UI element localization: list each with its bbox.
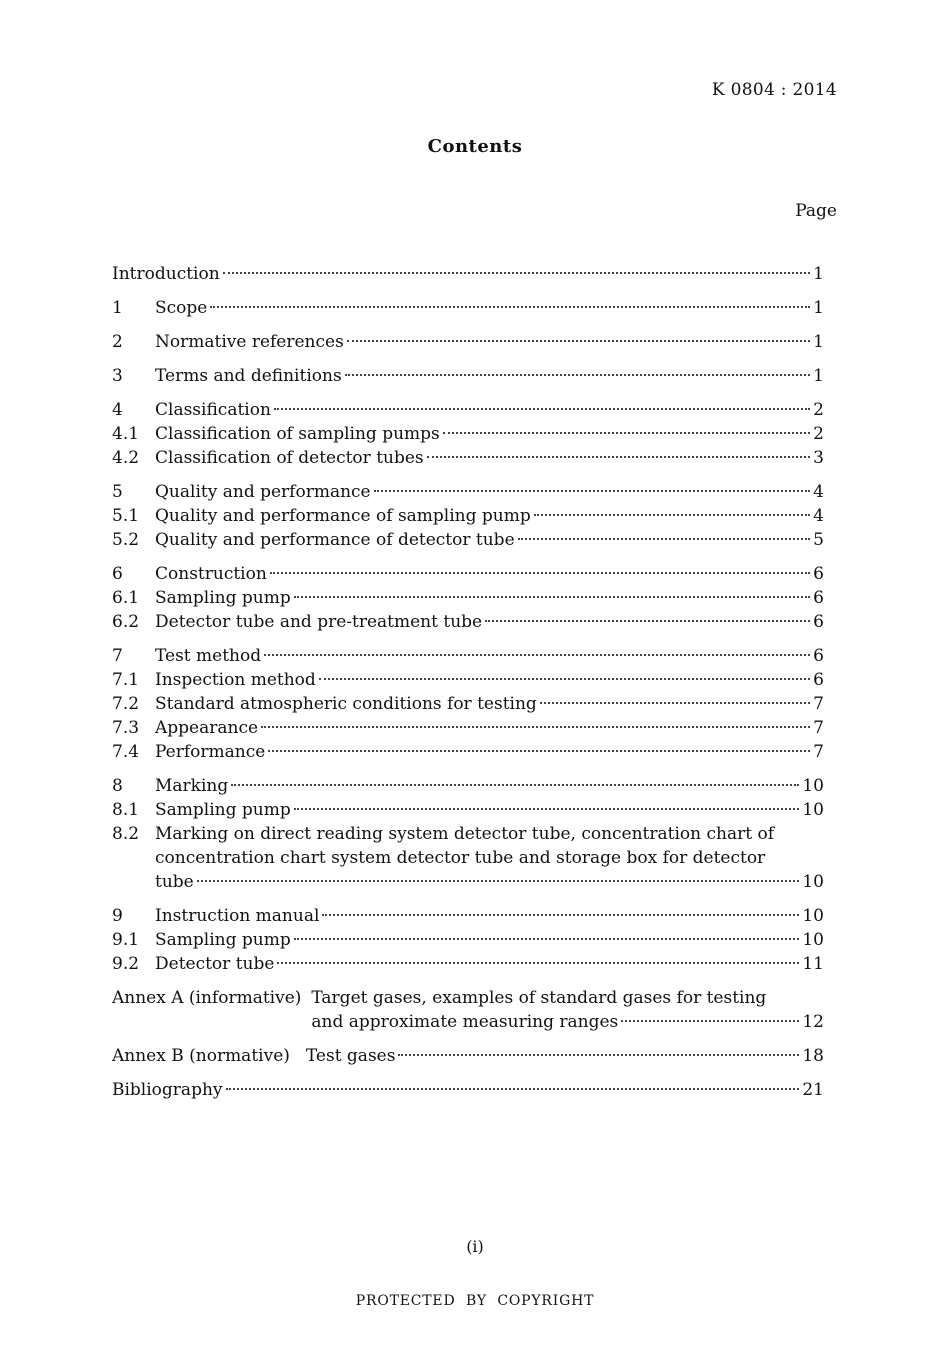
toc-entry-title-line: Marking on direct reading system detector tube, concentration chart of [155,824,774,844]
toc-entry-title: Sampling pump [155,588,291,608]
toc-entry-page: 10 [802,872,824,892]
toc-entry[interactable] [112,798,824,822]
toc-entry-title-line: tube [155,872,194,892]
toc-group-3 [112,364,824,388]
leader-dots [294,596,810,598]
toc-entry-annex-a[interactable] [112,986,824,1034]
toc-entry-title: Marking [155,776,229,796]
leader-dots [270,572,810,574]
toc-group-8 [112,774,824,894]
leader-dots [485,620,810,622]
toc-entry-page: 10 [802,906,824,926]
toc-entry-title: Quality and performance of sampling pump [155,506,531,526]
toc-entry-title: Standard atmospheric conditions for testing [155,694,537,714]
page-number: (i) [466,1237,484,1256]
toc-entry-page: 6 [813,564,824,584]
page-title: Contents [427,136,523,157]
toc-entry-number: 6.1 [112,588,140,608]
toc-entry-number: 4.2 [112,448,140,468]
leader-dots [347,340,810,342]
leader-dots [294,808,800,810]
toc-group-2 [112,330,824,354]
toc-entry-title: Detector tube [155,954,275,974]
leader-dots [534,514,810,516]
toc-entry[interactable] [112,644,824,668]
toc-entry[interactable] [112,330,824,354]
toc-group-bibliography [112,1078,824,1102]
toc-entry-number: 7.1 [112,670,140,690]
toc-entry-title-line: and approximate measuring ranges [311,1012,619,1032]
toc-group-1 [112,296,824,320]
leader-dots [274,408,810,410]
toc-entry-page: 7 [813,718,824,738]
toc-entry-page: 2 [813,424,824,444]
toc-entry-number: 7.3 [112,718,140,738]
toc-entry-page: 21 [802,1080,824,1100]
toc-group-6 [112,562,824,634]
leader-dots [223,272,811,274]
toc-entry[interactable] [112,928,824,952]
toc-entry-title: Performance [155,742,266,762]
toc-entry-number: 7.4 [112,742,140,762]
leader-dots [374,490,811,492]
toc-entry-title: Classification of sampling pumps [155,424,440,444]
leader-dots [398,1054,799,1056]
toc-entry-title: Test method [155,646,262,666]
toc-entry-title: Normative references [155,332,344,352]
toc-entry-page: 10 [802,930,824,950]
toc-entry-number: 7.2 [112,694,140,714]
toc-entry-page: 4 [813,506,824,526]
leader-dots [268,750,810,752]
toc-entry-title: Classification [155,400,271,420]
toc-entry[interactable] [112,586,824,610]
annex-label: Annex A (informative) [112,988,302,1008]
toc-entry-number: 6 [112,564,123,584]
toc-entry-number: 8 [112,776,123,796]
toc-entry-title: Scope [155,298,208,318]
toc-entry[interactable] [112,904,824,928]
toc-entry-page: 1 [813,332,824,352]
toc-entry-page: 2 [813,400,824,420]
toc-entry-page: 1 [813,264,824,284]
toc-entry[interactable] [112,562,824,586]
toc-entry-number: 9 [112,906,123,926]
toc-entry-number: 5.1 [112,506,140,526]
standard-code: K 0804 : 2014 [711,80,837,100]
leader-dots [319,678,810,680]
toc-entry-number: 4.1 [112,424,140,444]
leader-dots [540,702,810,704]
toc-group-introduction [112,262,824,286]
toc-entry[interactable] [112,364,824,388]
toc-entry-page: 10 [802,800,824,820]
leader-dots [231,784,799,786]
toc-entry-page: 5 [813,530,824,550]
toc-entry-page: 3 [813,448,824,468]
toc-entry[interactable] [112,716,824,740]
toc-group-9 [112,904,824,976]
toc-entry[interactable] [112,774,824,798]
toc-entry-title: Sampling pump [155,800,291,820]
leader-dots [261,726,810,728]
toc-entry-title: Detector tube and pre-treatment tube [155,612,483,632]
leader-dots [621,1020,799,1022]
toc-entry-title: Sampling pump [155,930,291,950]
toc-entry[interactable] [112,528,824,552]
page-column-label: Page [795,201,837,221]
leader-dots [210,306,810,308]
toc-entry-title: Bibliography [112,1080,223,1100]
toc-entry-number: 5.2 [112,530,140,550]
toc-group-annex-b [112,1044,824,1068]
toc-entry-number: 1 [112,298,123,318]
table-of-contents [112,262,824,1112]
toc-group-annex-a [112,986,824,1034]
toc-entry-page: 4 [813,482,824,502]
toc-entry[interactable] [112,446,824,470]
toc-entry-title: Construction [155,564,267,584]
toc-entry-title: Introduction [112,264,220,284]
toc-entry-number: 5 [112,482,123,502]
toc-entry[interactable] [112,296,824,320]
toc-entry-title: Classification of detector tubes [155,448,424,468]
toc-entry[interactable] [112,740,824,764]
toc-entry-number: 6.2 [112,612,140,632]
leader-dots [427,456,811,458]
toc-entry[interactable] [112,610,824,634]
toc-entry-title: Instruction manual [155,906,320,926]
toc-entry-page: 6 [813,646,824,666]
toc-entry-page: 6 [813,670,824,690]
toc-entry-page: 12 [802,1012,824,1032]
toc-entry[interactable] [112,504,824,528]
toc-entry-number: 7 [112,646,123,666]
toc-group-7 [112,644,824,764]
toc-entry-title: Inspection method [155,670,316,690]
leader-dots [294,938,800,940]
toc-entry-number: 8.2 [112,824,140,844]
toc-entry-8-2[interactable] [112,822,824,894]
toc-entry[interactable] [112,668,824,692]
toc-entry-title-line: Target gases, examples of standard gases for testing [311,988,767,1008]
leader-dots [518,538,811,540]
toc-entry-number: 4 [112,400,123,420]
toc-entry-number: 9.1 [112,930,140,950]
toc-entry-title: Quality and performance of detector tube [155,530,515,550]
toc-entry-annex-b[interactable] [112,1044,824,1068]
copyright-notice: PROTECTED BY COPYRIGHT [355,1293,595,1309]
toc-entry-page: 18 [802,1046,824,1066]
toc-entry[interactable] [112,480,824,504]
toc-entry-page: 1 [813,366,824,386]
toc-entry-page: 6 [813,588,824,608]
toc-entry-page: 1 [813,298,824,318]
toc-group-5 [112,480,824,552]
toc-entry-page: 11 [802,954,824,974]
toc-entry-number: 8.1 [112,800,140,820]
toc-entry-title: Quality and performance [155,482,371,502]
toc-entry-page: 7 [813,742,824,762]
toc-entry[interactable] [112,422,824,446]
annex-label: Annex B (normative) [112,1046,290,1066]
leader-dots [443,432,810,434]
toc-group-4 [112,398,824,470]
toc-entry-title-line: concentration chart system detector tube and storage box for detector [155,848,766,868]
toc-entry-introduction[interactable] [112,262,824,286]
toc-entry-number: 3 [112,366,123,386]
leader-dots [322,914,799,916]
toc-entry-page: 6 [813,612,824,632]
toc-entry-title: Appearance [155,718,259,738]
leader-dots [226,1088,800,1090]
toc-entry[interactable] [112,692,824,716]
leader-dots [264,654,810,656]
toc-entry-number: 9.2 [112,954,140,974]
toc-entry-page: 7 [813,694,824,714]
toc-entry-title: Terms and definitions [155,366,342,386]
leader-dots [277,962,799,964]
leader-dots [197,880,800,882]
toc-entry[interactable] [112,398,824,422]
leader-dots [345,374,811,376]
toc-entry-title: Test gases [305,1046,396,1066]
toc-entry[interactable] [112,952,824,976]
toc-entry-bibliography[interactable] [112,1078,824,1102]
toc-entry-page: 10 [802,776,824,796]
toc-entry-number: 2 [112,332,123,352]
